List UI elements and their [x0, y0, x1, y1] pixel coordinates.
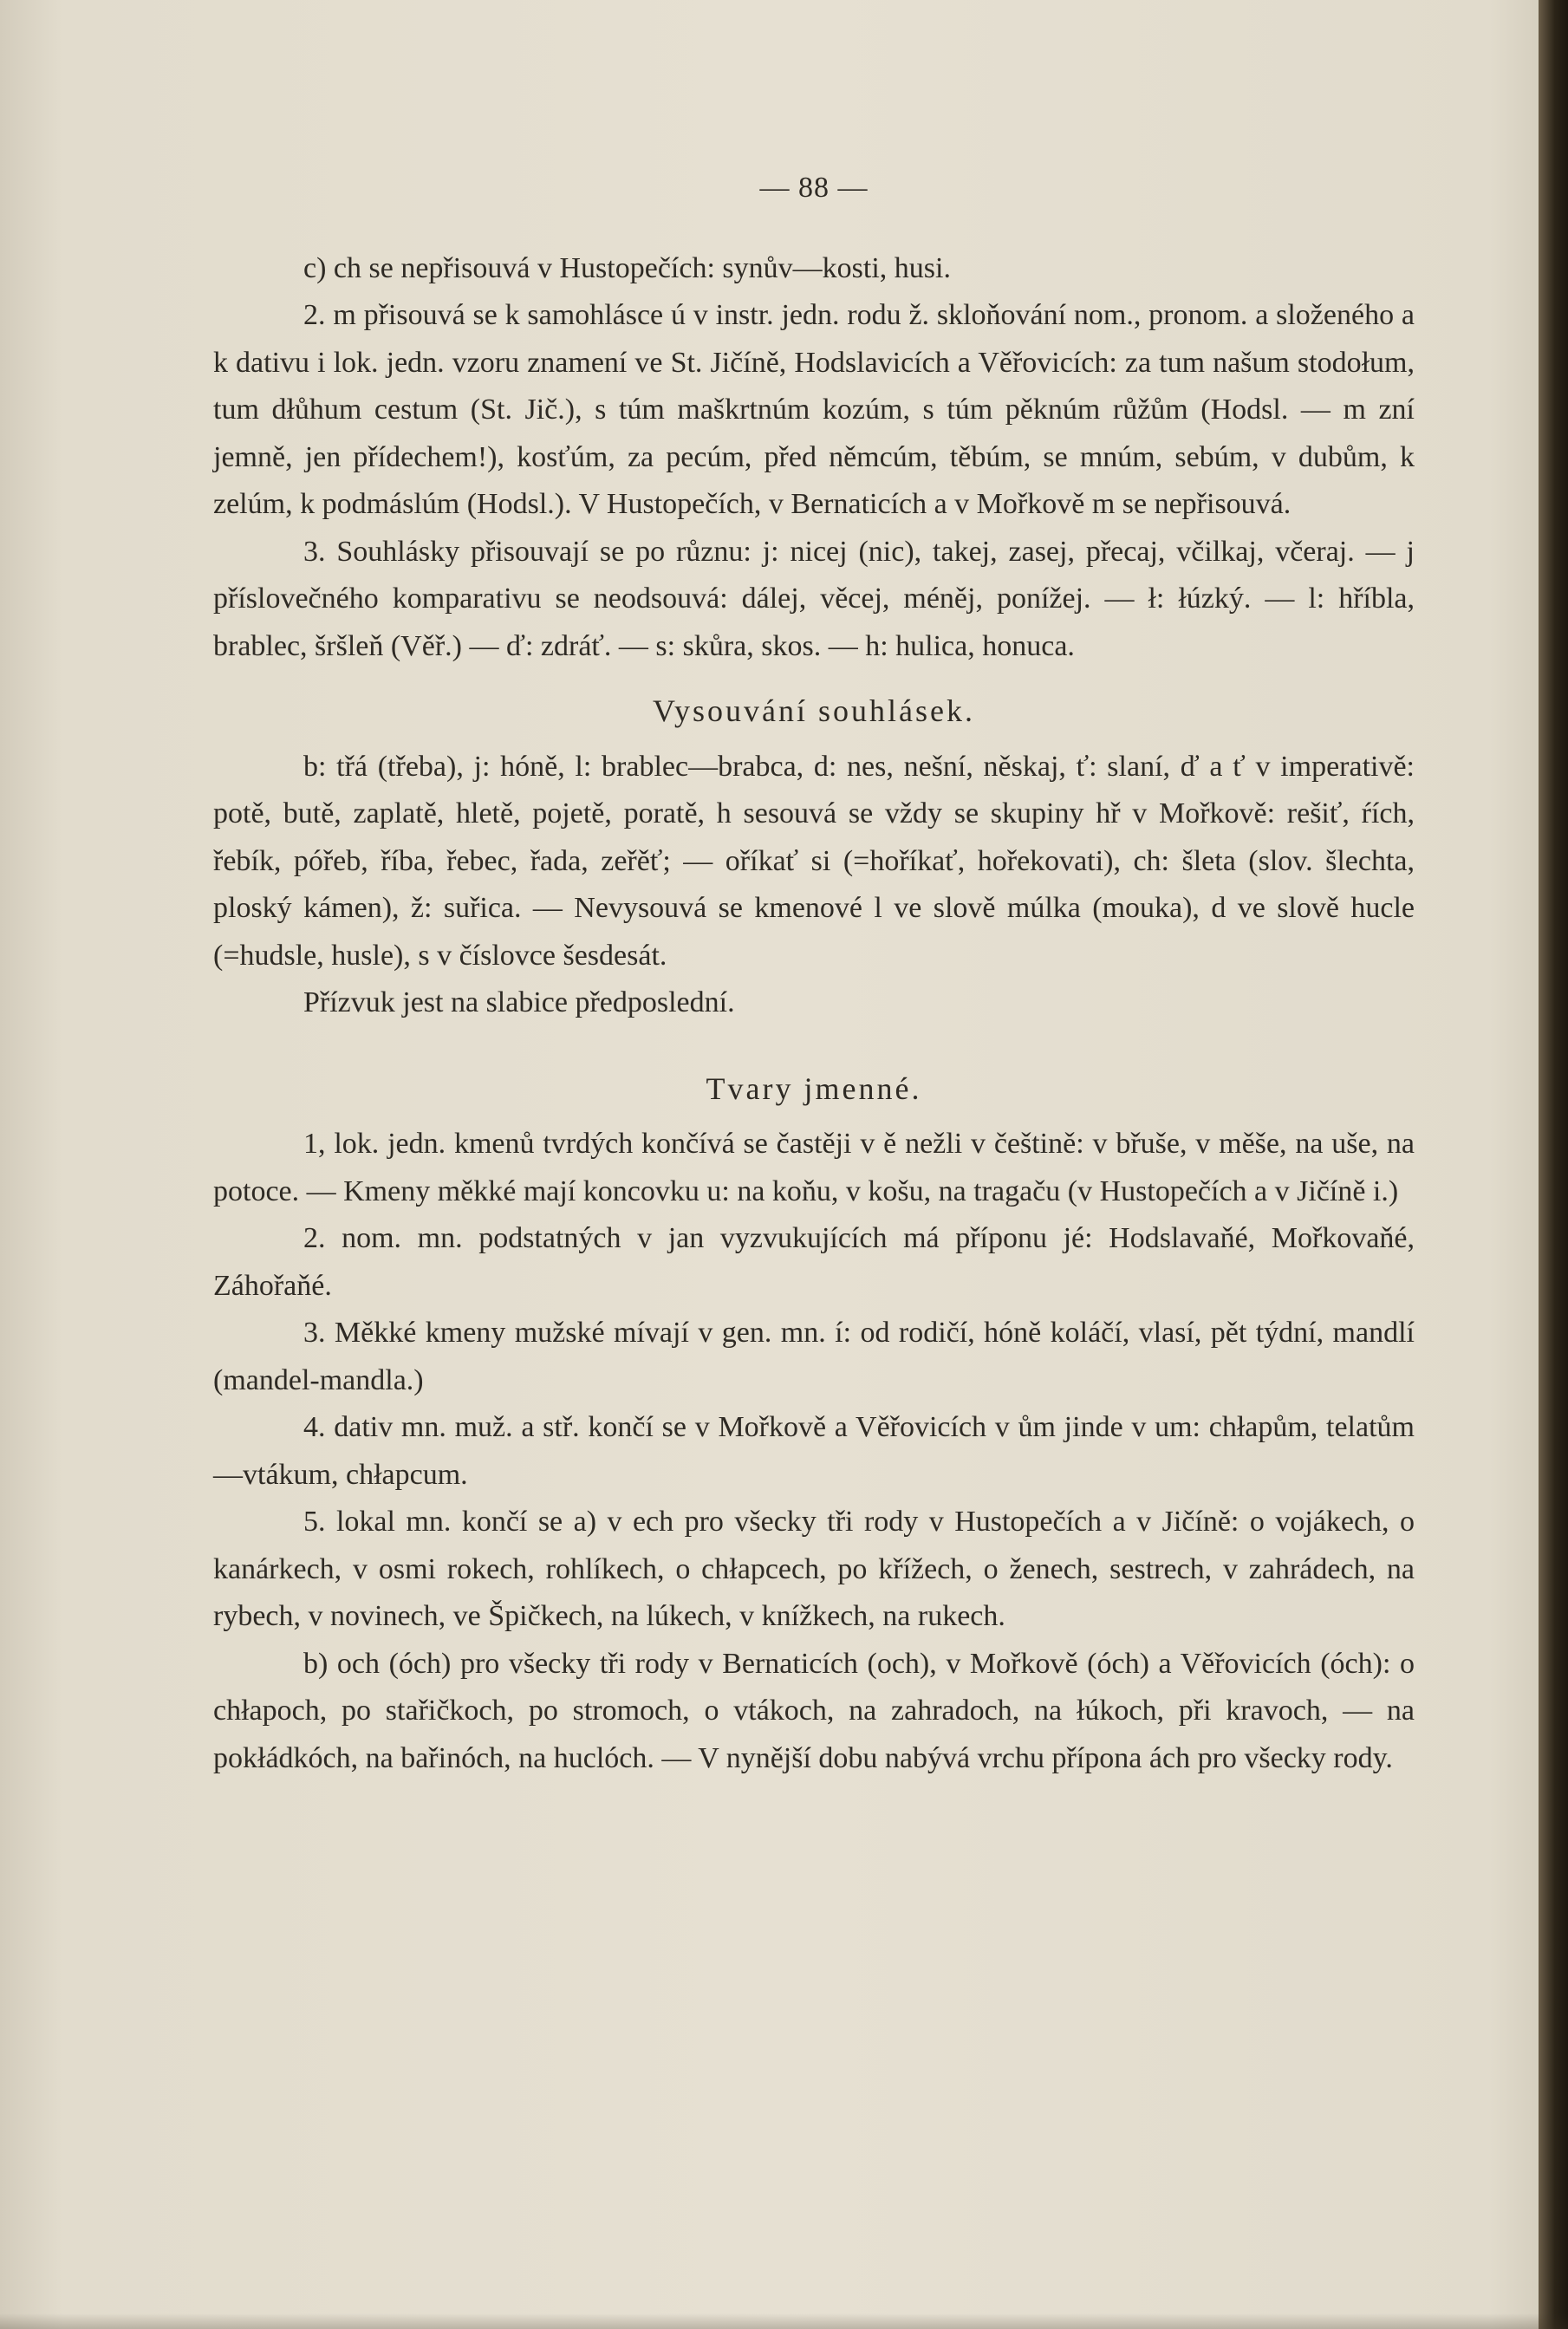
- paragraph-2: 2. m přisouvá se k samohlásce ú v instr. jedn. rodu ž. skloňování nom., pronom. a složeného a k dativu i lok. jedn. vzoru znamení ve St. Jičíně, Hodslavicích a Věřovicích: za tum našum stodołum, tum dłůhum cestum (St. Jič.), s túm maškrtnúm kozúm, s túm pěknúm růžům (Hodsl. — m zní jemně, jen přídechem!), kosťúm, za pecúm, před němcúm, těbúm, se mnúm, sebúm, v dubům, k zelúm, k podmáslúm (Hodsl.). V Hustopečích, v Bernaticích a v Mořkově m se nepřisouvá.: [213, 299, 1415, 520]
- paragraph-tvary-5a: 5. lokal mn. končí se a) v ech pro všecky tři rody v Hustopečích a v Jičíně: o vojákech, o kanárkech, v osmi rokech, rohlíkech, o chłapcech, po křížech, o ženech, sestrech, v zahrádech, na rybech, v novinech, ve Špičkech, na lúkech, v knížkech, na rukech.: [213, 1506, 1415, 1632]
- page-number: — 88 —: [759, 172, 869, 204]
- paragraph-vysouvani: b: třá (třeba), j: hóně, l: brablec—brabca, d: nes, nešní, něskaj, ť: slaní, ď a ť v imperativě: potě, butě, zaplatě, hletě, pojetě, poratě, h sesouvá se vždy se skupiny hř v Mořkově: rešiť, ŕích, řebík, póřeb, říba, řebec, řada, zeřěť; — oříkať si (=hoříkať, hořekovati), ch: šleta (slov. šlechta, ploský kámen), ž: suřica. — Nevysouvá se kmenové l ve slově múlka (mouka), d ve slově hucle (=hudsle, husle), s v číslovce šesdesát.: [213, 750, 1415, 972]
- paragraph-prizvuk: Přízvuk jest na slabice předposlední.: [303, 986, 735, 1018]
- paragraph-tvary-4: 4. dativ mn. muž. a stř. končí se v Mořkově a Věřovicích v ům jinde v um: chłapům, telatům—vtákum, chłapcum.: [213, 1411, 1415, 1491]
- paragraph-tvary-2: 2. nom. mn. podstatných v jan vyzvukujících má příponu jé: Hodslavaňé, Mořkovaňé, Záhořaňé.: [213, 1222, 1415, 1302]
- page-content: [213, 165, 1415, 1782]
- section-heading-tvary: Tvary jmenné.: [706, 1070, 922, 1106]
- paragraph-1c: c) ch se nepřisouvá v Hustopečích: synův—kosti, husi.: [303, 251, 951, 284]
- page-bottom-edge: [0, 2313, 1568, 2329]
- section-heading-vysouvani: Vysouvání souhlásek.: [653, 693, 975, 728]
- paragraph-tvary-3: 3. Měkké kmeny mužské mívají v gen. mn. í: od rodičí, hóně koláčí, vlasí, pět týdní, mandlí (mandel-mandla.): [213, 1317, 1415, 1396]
- paragraph-3: 3. Souhlásky přisouvají se po různu: j: nicej (nic), takej, zasej, přecaj, včilkaj, včeraj. — j příslovečného komparativu se neodsouvá: dálej, věcej, méněj, ponížej. — ł: łúzký. — l: hříbla, brablec, šršleň (Věř.) — ď: zdráť. — s: skůra, skos. — h: hulica, honuca.: [213, 535, 1415, 662]
- paragraph-tvary-1: 1, lok. jedn. kmenů tvrdých končívá se častěji v ě nežli v češtině: v břuše, v měše, na uše, na potoce. — Kmeny měkké mají koncovku u: na koňu, v košu, na tragaču (v Hustopečích a v Jičíně i.): [213, 1128, 1415, 1207]
- paragraph-tvary-5b: b) och (óch) pro všecky tři rody v Bernaticích (och), v Mořkově (óch) a Věřovicích (óch): o chłapoch, po stařičkoch, po stromoch, o vtákoch, na zahradoch, na łúkoch, při kravoch, — na pokłádkóch, na bařinóch, na huclóch. — V nynější dobu nabývá vrchu přípona ách pro všecky rody.: [213, 1647, 1415, 1774]
- book-spine: [1539, 0, 1568, 2329]
